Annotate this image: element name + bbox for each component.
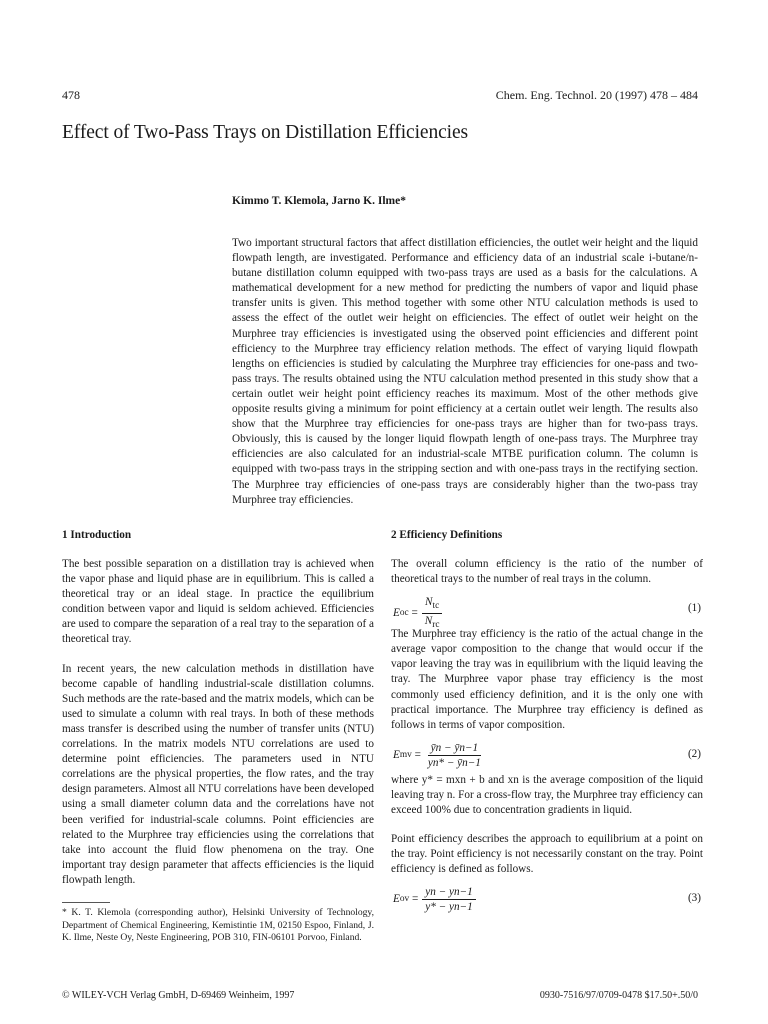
left-column [62, 528, 374, 945]
equation-1: E oc = $\frac{N_{tc}}{N_{rc}}$ (1) [393, 596, 701, 631]
eq3-denominator: y* − yn−1 [425, 901, 473, 914]
right-column [391, 528, 703, 917]
definitions-paragraph-4: Point efficiency describes the approach to equilibrium at a point on the tray. Point efficiency is not necessarily constant on the tray. Point efficiency is defined as follows. [391, 833, 703, 876]
abstract: Two important structural factors that affect distillation efficiencies, the outlet weir height and the liquid flowpath length, are investigated. Performance and efficiency data of an industrial scale i-butane/n-butane distillation column equipped with two-pass trays are used as a basis for the calculations. A mathematical development for a new method for predicting the numbers of vapor and liquid phase transfer units is given. This method together with some other NTU calculation methods is used to assess the effect of the outlet weir height on efficiencies. The effect of outlet weir height on the Murphree tray efficiencies is investigated using the observed point efficiencies and different point efficiency to the Murphree tray efficiency relation methods. The effect of varying liquid flowpath lengths on efficiencies is studied by calculating the Murphree tray efficiencies for one-pass and two-pass trays. The results obtained using the NTU calculation method presented in this study show that a certain outlet weir height point efficiency reaches its maximum. Most of the other methods give opposite results giving a minimum for point efficiency at a certain outlet weir length. The results also show that the Murphree tray efficiencies for one-pass trays are higher than for two-pass trays. Obviously, this is caused by the longer liquid flowpath length of one-pass trays. The Murphree tray efficiencies are also calculated for an industrial-scale MTBE purification column. The column is equipped with two-pass trays in the stripping section and with one-pass trays in the rectifying section. The Murphree tray efficiencies of one-pass trays are considerably higher than the two-pass tray Murphree tray efficiencies. [232, 237, 698, 506]
author-footnote: * K. T. Klemola (corresponding author), Helsinki University of Technology, Department of Chemical Engineering, Kemistintie 1M, 02150 Espoo, Finland, J. K. Ilme, Neste Oy, Neste Engineering, POB 310, FIN-06101 Porvoo, Finland. [62, 906, 374, 944]
article-title: Effect of Two-Pass Trays on Distillation Efficiencies [62, 122, 469, 143]
section-heading-efficiency-definitions: 2 Efficiency Definitions [391, 529, 503, 541]
intro-paragraph-1: The best possible separation on a distillation tray is achieved when the vapor phase and liquid phase are in equilibrium. This is called a theoretical tray or an ideal stage. In practice the equilibrium condition between vapor and liquid is seldom achieved. Efficiencies are used to compare the separation of a real tray to the separation of a theoretical tray. [62, 558, 374, 646]
copyright-notice: © WILEY-VCH Verlag GmbH, D-69469 Weinheim, 1997 [62, 990, 295, 1001]
eq3-lhs: E [393, 893, 400, 906]
eq2-denominator: yn* − ȳn−1 [427, 756, 481, 769]
footnote-divider [62, 902, 110, 903]
intro-paragraph-2: In recent years, the new calculation methods in distillation have become capable of handling industrial-scale distillation columns. Such methods are the rate-based and the matrix models, which can be used to simulate a column with real trays. In both of these methods mass transfer is described using the number of transfer units (NTU) correlations. In the matrix models NTU correlations are used to determine point efficiencies. The parameters used in NTU correlations are the physical properties, the flow rates, and the tray design parameters. Almost all NTU correlations have been developed using a small diameter column data and the correlations have not been verified for industrial-scale columns. Point efficiencies are related to the Murphree tray efficiencies using the correlations that take into account the fluid flow phenomena on the tray. One important tray design parameter that affects efficiencies is the liquid flowpath length. [62, 662, 374, 886]
equation-3: E ov = $\frac{yn - yn-1}{y* - yn-1}$ (3) [393, 886, 701, 914]
page-number: 478 [62, 88, 80, 102]
eq1-denominator-subscript: rc [432, 620, 440, 631]
eq1-lhs: E [393, 607, 400, 620]
definitions-paragraph-3: where y* = mxn + b and xn is the average composition of the liquid leaving tray n. For a cross-flow tray, the Murphree tray efficiency can exceed 100% due to concentration gradients in liquid. [391, 773, 703, 817]
eq1-numerator-subscript: tc [432, 601, 440, 612]
equation-number-3: (3) [687, 892, 701, 905]
equation-number-1: (1) [687, 602, 701, 615]
eq3-lhs-subscript: ov [399, 894, 410, 905]
eq1-denominator: N [424, 615, 433, 628]
equation-2: E mv = $\frac{ȳn - ȳn-1}{yn* - ȳn-1}$ (2) [393, 741, 701, 769]
section-heading-introduction: 1 Introduction [62, 529, 132, 541]
author-list: Kimmo T. Klemola, Jarno K. Ilme* [232, 195, 406, 207]
definitions-paragraph-2: The Murphree tray efficiency is the ratio of the actual change in the average vapor composition to the change that would occur if the vapor leaving the tray was in equilibrium with the liquid leaving the tray. The Murphree vapor phase tray efficiency is the most commonly used efficiency definition, and it is the only one with practical importance. The Murphree tray efficiency is defined as follows in terms of vapor composition. [391, 628, 703, 731]
definitions-paragraph-1: The overall column efficiency is the ratio of the number of theoretical trays to the number of real trays in the column. [391, 558, 703, 586]
equation-number-2: (2) [687, 747, 701, 760]
eq2-numerator: ȳn − ȳn−1 [428, 741, 481, 756]
eq1-numerator: N [425, 596, 433, 609]
eq3-numerator: yn − yn−1 [422, 885, 475, 900]
eq1-lhs-subscript: oc [399, 608, 409, 619]
issn-price-code: 0930-7516/97/0709-0478 $17.50+.50/0 [539, 990, 698, 1001]
journal-reference: Chem. Eng. Technol. 20 (1997) 478 – 484 [495, 88, 698, 102]
eq2-lhs-subscript: mv [399, 749, 412, 760]
eq2-lhs: E [393, 748, 400, 761]
